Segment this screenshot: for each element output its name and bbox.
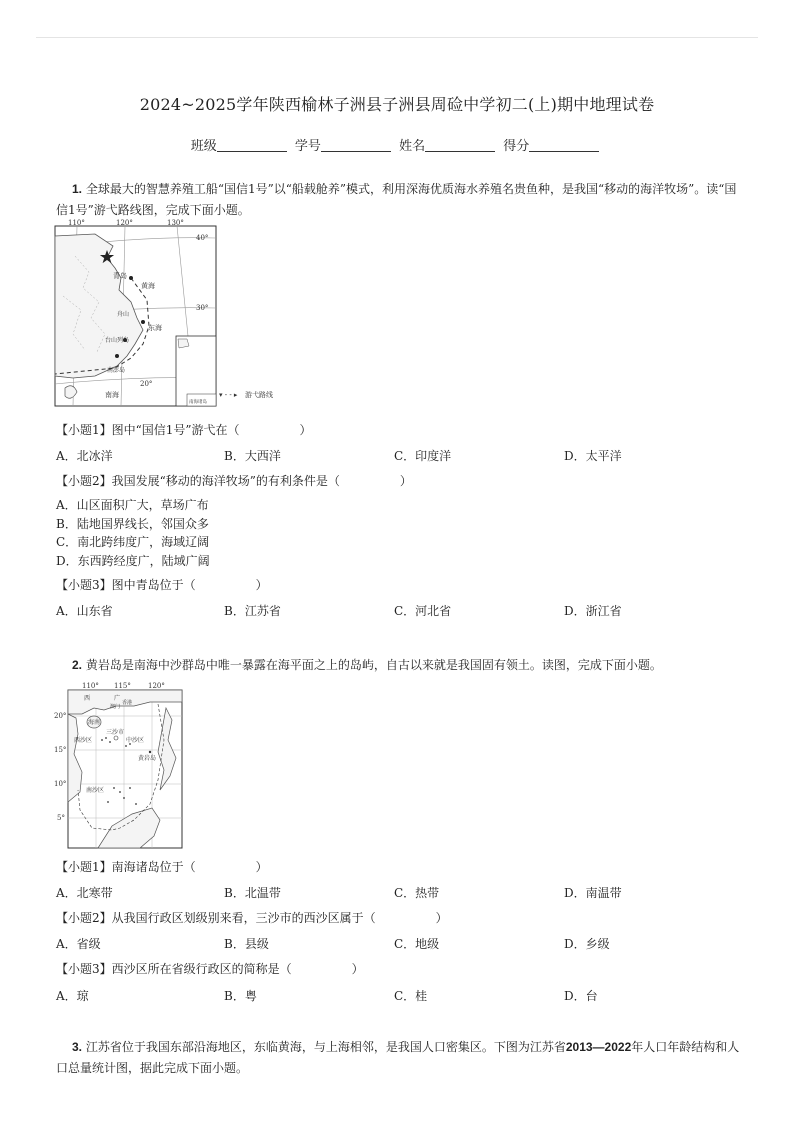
q2-sub2-option-c[interactable]: C．地级 — [394, 937, 440, 951]
question-2-text: 黄岩岛是南海中沙群岛中唯一暴露在海平面之上的岛屿，自古以来就是我国固有领土。读图，完成下面小题。 — [85, 658, 662, 672]
map1-lon-130: 130° — [167, 219, 184, 227]
map2-label-xisha: 西沙区 — [74, 737, 93, 744]
q2-sub2-option-b[interactable]: B．县级 — [224, 937, 269, 951]
q2-sub1-option-a[interactable]: A．北寒带 — [56, 886, 113, 900]
map1-yellow-sea: 黄海 — [141, 282, 155, 290]
q1-sub2-option-a[interactable]: A．山区面积广大，草场广布 — [56, 498, 209, 512]
map1-lat-30: 30° — [196, 304, 209, 312]
question-2-number: 2. — [72, 658, 83, 672]
map2-label-xi: 西 — [84, 695, 91, 702]
question-3-text-b: 年人口年龄结构和人口总量统计图，据此完成下面小题。 — [56, 1040, 740, 1075]
q2-sub1-option-c[interactable]: C．热带 — [394, 886, 440, 900]
q2-sub3-option-c[interactable]: C．桂 — [394, 989, 428, 1003]
q1-sub3-option-d[interactable]: D．浙江省 — [564, 604, 622, 618]
map2-label-sansha: 三沙市 — [106, 729, 125, 736]
q2-sub2-label: 【小题2】从我国行政区划级别来看，三沙市的西沙区属于（ ） — [56, 911, 448, 925]
question-3-text-a: 江苏省位于我国东部沿海地区，东临黄海，与上海相邻，是我国人口密集区。下图为江苏省 — [85, 1040, 566, 1054]
q2-sub1-label: 【小题1】南海诸岛位于（ ） — [56, 860, 268, 874]
blank-name[interactable] — [425, 139, 495, 152]
question-3-stem — [56, 1037, 746, 1079]
q2-sub3-option-a[interactable]: A．琼 — [56, 989, 89, 1003]
q2-sub2-option-d[interactable]: D．乡级 — [564, 937, 610, 951]
map1-zhoushan: 舟山 — [117, 311, 130, 318]
map1-lat-20: 20° — [140, 380, 153, 388]
student-info-line — [0, 135, 794, 154]
map2-label-hainan: 海南 — [88, 719, 101, 726]
label-score: 得分 — [503, 139, 530, 154]
map2-lat-10: 10° — [54, 780, 67, 788]
map1-lon-110: 110° — [68, 219, 85, 227]
blank-class[interactable] — [217, 139, 287, 152]
map1-south-china-sea: 南海 — [105, 391, 119, 399]
map1-qingdao: 青岛 — [113, 272, 127, 280]
question-1-number: 1. — [72, 182, 83, 196]
label-name: 姓名 — [399, 139, 426, 154]
q1-sub2-option-c[interactable]: C．南北跨纬度广，海域辽阔 — [56, 535, 210, 549]
top-divider — [36, 37, 758, 38]
map1-legend-arrow: ▾ - - ▸ — [219, 391, 238, 399]
map2-lon-110: 110° — [82, 682, 99, 690]
map2-lon-120: 120° — [148, 682, 165, 690]
map1-legend-route: 游弋路线 — [245, 391, 273, 399]
q2-sub1-option-d[interactable]: D．南温带 — [564, 886, 622, 900]
q1-sub1-option-a[interactable]: A．北冰洋 — [56, 449, 113, 463]
q2-sub1-option-b[interactable]: B．北温带 — [224, 886, 281, 900]
q1-sub2-options — [56, 496, 210, 570]
q1-sub3-option-b[interactable]: B．江苏省 — [224, 604, 281, 618]
question-3-years: 2013—2022 — [565, 1040, 632, 1054]
map2-label-macau: 澳门 — [110, 704, 121, 710]
question-2-map — [54, 680, 184, 852]
q2-sub2-option-a[interactable]: A．省级 — [56, 937, 101, 951]
map2-lon-115: 115° — [114, 682, 131, 690]
label-student-id: 学号 — [294, 139, 321, 154]
map2-label-guang: 广 — [114, 695, 121, 702]
q1-sub1-option-d[interactable]: D．太平洋 — [564, 449, 622, 463]
q1-sub1-option-b[interactable]: B．大西洋 — [224, 449, 281, 463]
q1-sub3-option-c[interactable]: C．河北省 — [394, 604, 452, 618]
question-1-text: 全球最大的智慧养殖工船“国信1号”以“船载舱养”模式，利用深海优质海水养殖名贵鱼种，是我国“移动的海洋牧场”。读“国信1号”游弋路线图，完成下面小题。 — [56, 182, 737, 217]
q1-sub2-option-b[interactable]: B．陆地国界线长，邻国众多 — [56, 516, 209, 531]
q2-sub3-label: 【小题3】西沙区所在省级行政区的简称是（ ） — [56, 962, 364, 976]
map2-label-hongkong: 香港 — [122, 700, 133, 706]
map2-label-zhongsha: 中沙区 — [126, 737, 145, 744]
q2-sub3-option-d[interactable]: D．台 — [564, 989, 598, 1003]
map1-taishan-islands: 台山列岛 — [105, 337, 130, 344]
q1-sub2-label: 【小题2】我国发展“移动的海洋牧场”的有利条件是（ ） — [56, 474, 412, 488]
q1-sub3-option-a[interactable]: A．山东省 — [56, 604, 113, 618]
page-title: 2024~2025学年陕西榆林子洲县子洲县周硷中学初二(上)期中地理试卷 — [139, 95, 655, 114]
blank-student-id[interactable] — [321, 139, 391, 152]
question-1-stem — [56, 179, 746, 221]
map2-label-nansha: 南沙区 — [86, 787, 105, 794]
question-2-stem — [56, 655, 746, 676]
map1-nanpeng-island: 南澎岛 — [107, 367, 126, 374]
map2-label-huangyan: 黄岩岛 — [138, 755, 157, 762]
map1-lat-40: 40° — [196, 234, 209, 242]
map1-inset-label: 南海诸岛 — [189, 400, 207, 405]
map2-lat-5: 5° — [57, 814, 65, 822]
q1-sub1-label: 【小题1】图中“国信1号”游弋在（ ） — [56, 423, 312, 437]
map2-lat-15: 15° — [54, 746, 67, 754]
blank-score[interactable] — [529, 139, 599, 152]
map2-lat-20: 20° — [54, 712, 67, 720]
map1-east-china-sea: 东海 — [148, 324, 162, 332]
label-class: 班级 — [190, 139, 217, 154]
q1-sub2-option-d[interactable]: D．东西跨经度广，陆域广阔 — [56, 553, 210, 568]
question-1-map — [55, 219, 285, 412]
map1-lon-120: 120° — [116, 219, 133, 227]
q1-sub1-option-c[interactable]: C．印度洋 — [394, 449, 452, 463]
q1-sub3-label: 【小题3】图中青岛位于（ ） — [56, 578, 268, 592]
question-3-number: 3. — [72, 1040, 83, 1054]
q2-sub3-option-b[interactable]: B．粤 — [224, 989, 257, 1003]
